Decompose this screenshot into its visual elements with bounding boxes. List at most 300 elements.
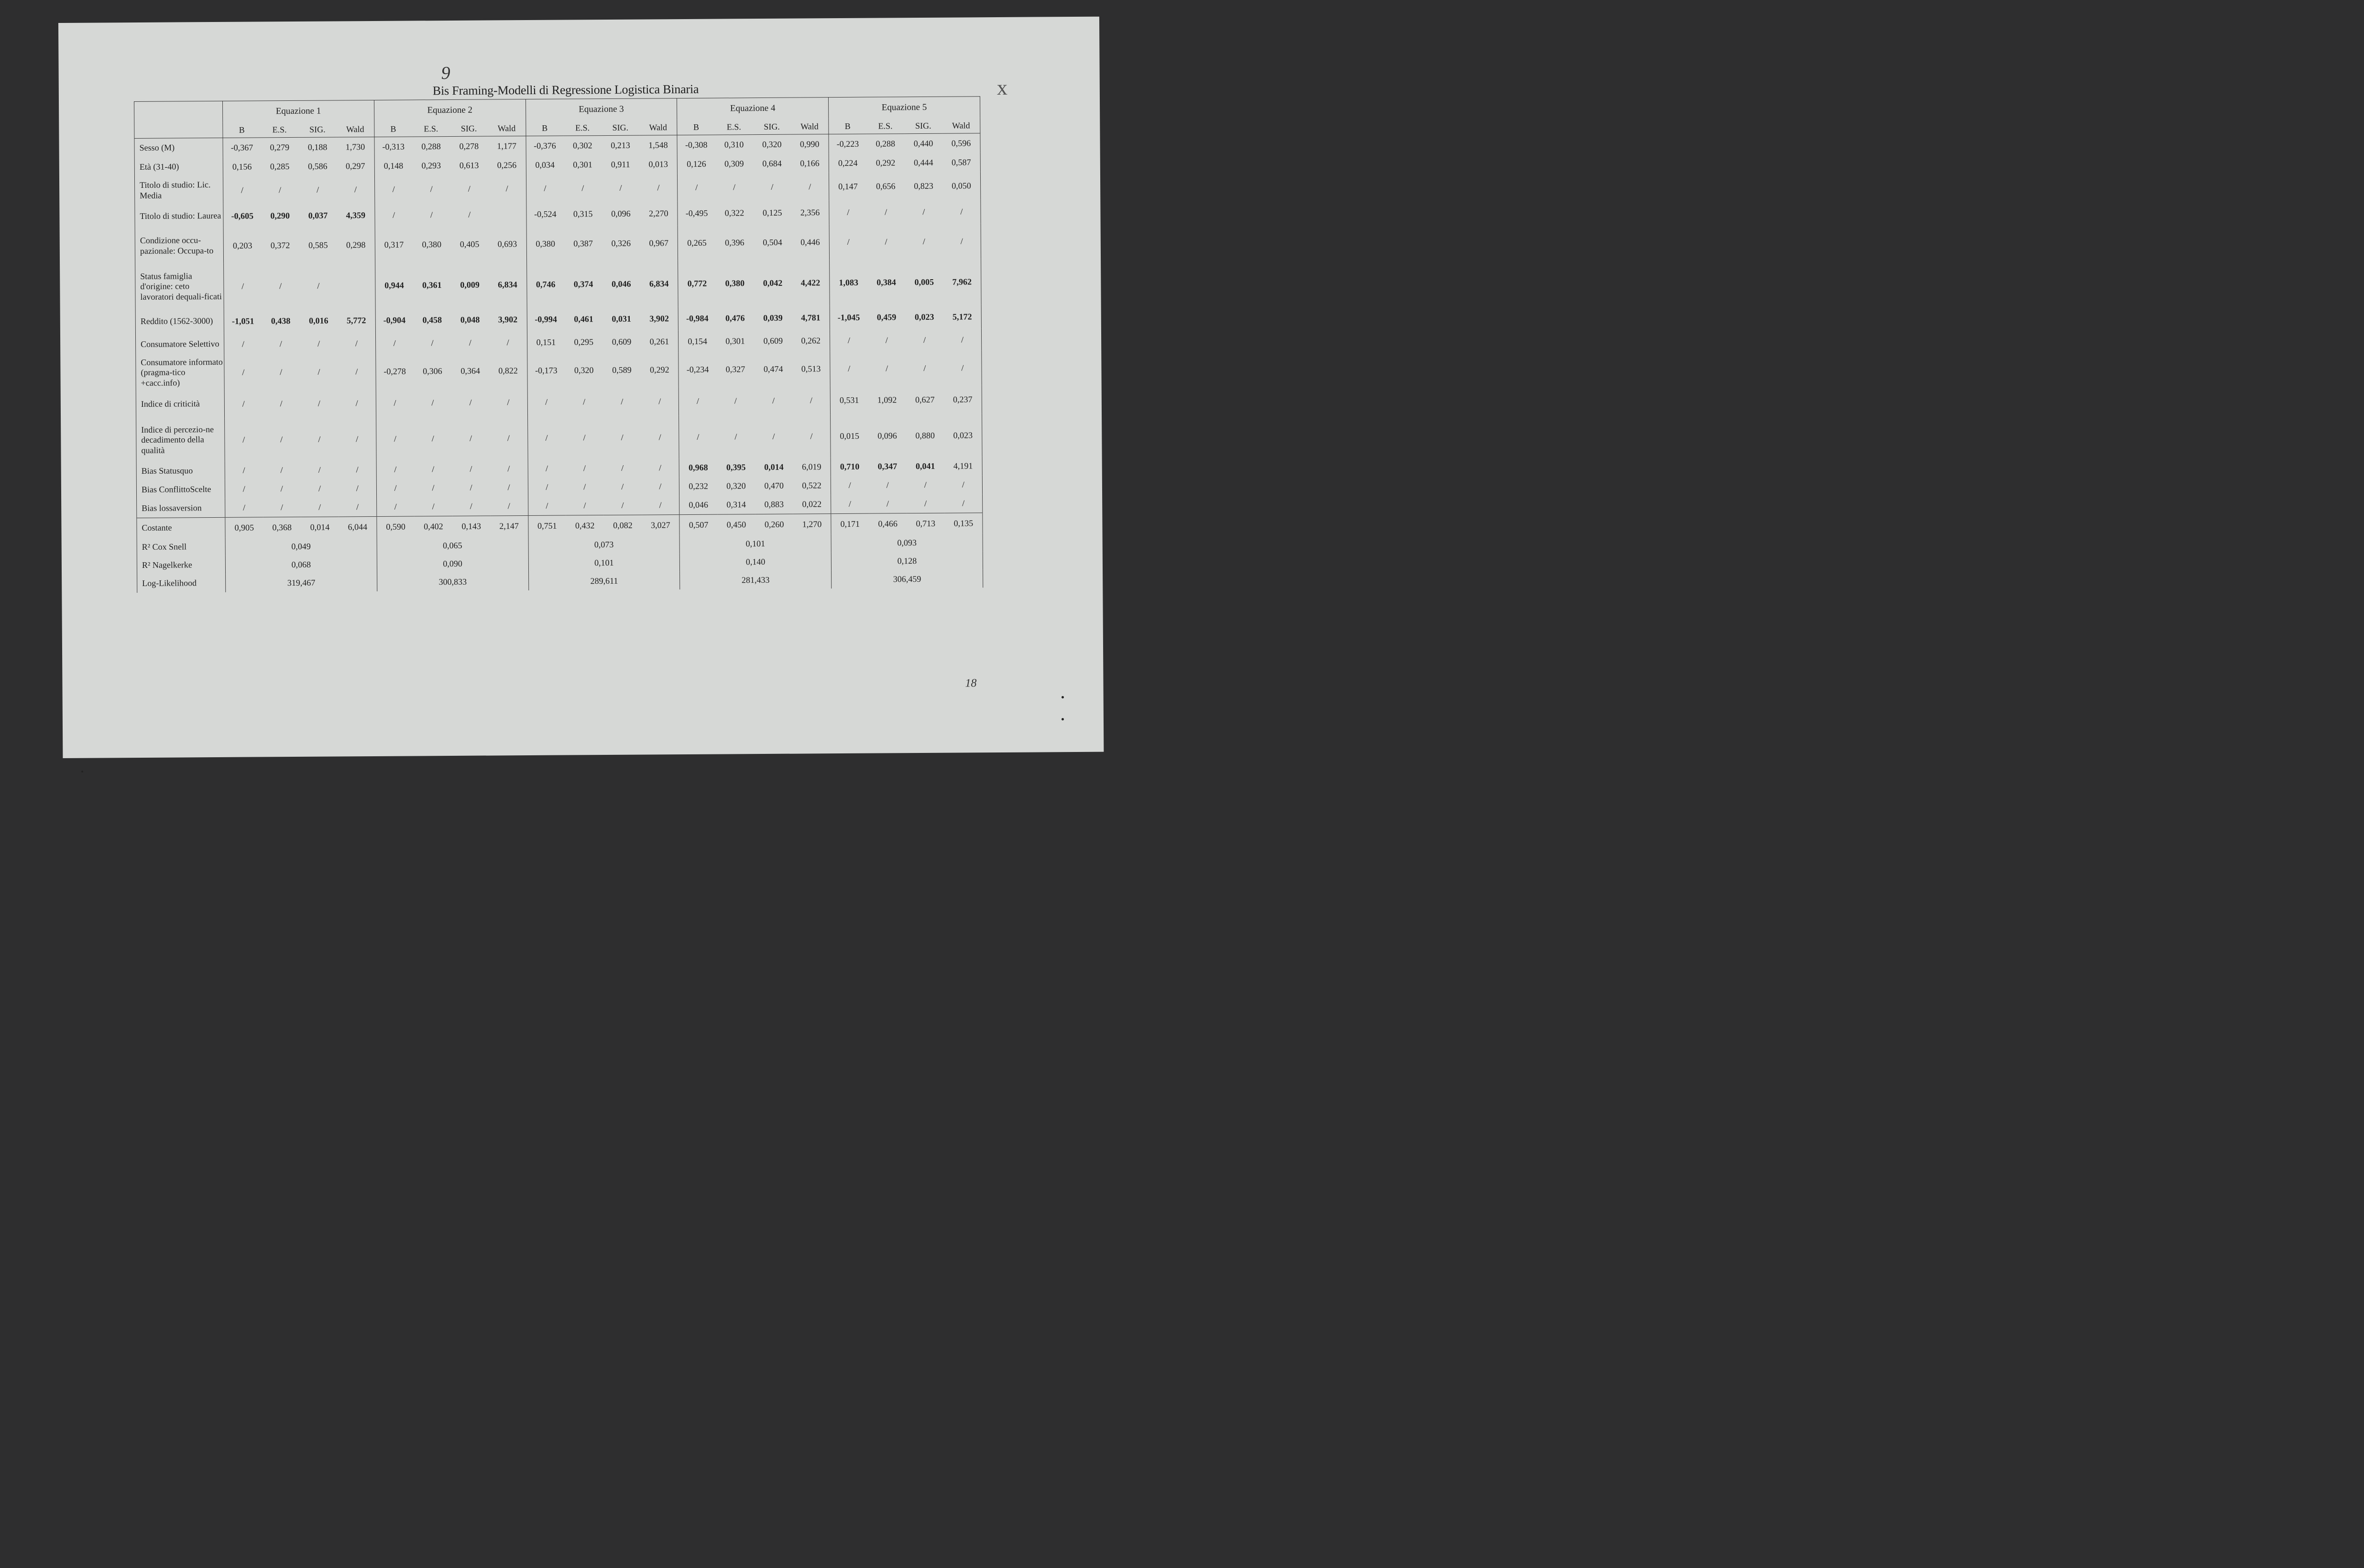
table-cell: / [470, 464, 472, 474]
table-cell: / [924, 479, 927, 490]
table-cell: / [886, 363, 888, 373]
table-cell: / [431, 397, 434, 407]
table-cell: / [318, 465, 321, 475]
table-cell: 0,224 [838, 158, 858, 168]
table-cell: 0,315 [573, 208, 593, 218]
fit-value: 0,073 [528, 535, 680, 554]
table-cell: / [885, 236, 887, 246]
speck [81, 771, 83, 773]
table-cell: 1,092 [877, 394, 897, 405]
handwritten-number: 9 [441, 63, 450, 84]
equation-header: Equazione 1 [223, 100, 374, 122]
table-cell: 0,823 [914, 181, 933, 191]
table-cell: 0,309 [724, 158, 744, 168]
table-cell: / [490, 497, 528, 516]
table-row [136, 414, 983, 462]
table-cell: / [241, 185, 244, 195]
table-cell: 0,590 [377, 516, 415, 537]
table-cell: / [621, 481, 624, 491]
table-cell: 0,710 [840, 461, 860, 472]
table-cell: 0,883 [764, 499, 784, 509]
table-cell: / [544, 183, 547, 193]
table-cell: / [621, 463, 624, 473]
table-cell: 0,380 [422, 239, 442, 249]
table-cell: -0,313 [382, 142, 405, 152]
empty-corner-cell [134, 101, 223, 123]
fit-value: 0,090 [377, 554, 528, 573]
table-cell: 1,548 [639, 135, 677, 155]
table-cell: 0,967 [640, 225, 678, 261]
table-cell: / [242, 367, 245, 377]
table-cell: 0,513 [792, 351, 831, 386]
table-cell: 1,083 [839, 277, 858, 287]
table-cell: / [621, 500, 624, 510]
table-cell: 0,387 [573, 238, 593, 248]
table-cell: 0,461 [574, 314, 593, 324]
table-cell: 0,380 [536, 239, 555, 249]
table-cell: / [338, 389, 376, 417]
table-cell: / [338, 354, 376, 389]
table-cell: 0,364 [460, 366, 480, 376]
table-cell: 0,298 [337, 227, 375, 262]
column-header: SIG. [753, 119, 790, 135]
table-cell: / [489, 331, 527, 353]
table-cell: / [337, 175, 375, 203]
table-cell: / [318, 483, 321, 493]
speck [1062, 718, 1064, 720]
table-cell: 0,395 [726, 462, 746, 472]
table-cell: 0,320 [574, 365, 594, 375]
table-cell: / [468, 184, 471, 194]
table-cell: / [432, 483, 435, 493]
table-cell: 0,613 [459, 160, 479, 170]
table-cell: / [545, 433, 548, 443]
table-cell: 0,302 [573, 140, 592, 150]
table-cell: 0,014 [764, 462, 784, 472]
table-cell: 6,834 [489, 261, 527, 307]
fit-value: 319,467 [226, 573, 377, 592]
table-cell: 4,359 [337, 203, 374, 227]
table-cell: 0,125 [762, 207, 782, 218]
row-label: R² Nagelkerke [137, 556, 225, 575]
table-cell: / [545, 397, 548, 407]
table-cell: 6,044 [339, 516, 376, 537]
table-cell: / [885, 207, 887, 217]
table-cell: 0,374 [573, 279, 593, 289]
table-cell: 0,405 [460, 239, 480, 249]
column-header: Wald [639, 120, 677, 135]
column-header: B [829, 119, 866, 134]
table-cell: 0,609 [612, 337, 632, 347]
column-header: Wald [791, 119, 829, 134]
table-cell: -0,278 [383, 366, 406, 376]
table-cell: 0,384 [876, 277, 896, 287]
table-cell: 0,232 [689, 481, 708, 491]
column-header: E.S. [412, 121, 450, 137]
table-cell: 0,459 [876, 312, 897, 322]
row-label: Titolo di studio: Lic. Media [134, 176, 223, 205]
table-cell: / [734, 431, 737, 441]
fit-value: 0,049 [225, 537, 377, 556]
table-cell: 0,301 [573, 159, 592, 169]
table-cell: / [317, 367, 320, 377]
table-cell: / [317, 338, 320, 348]
table-cell: 0,293 [421, 160, 441, 170]
table-cell: / [339, 479, 376, 498]
table-cell: 1,270 [793, 514, 831, 534]
page-title: Bis Framing-Modelli di Regressione Logistica Binaria [432, 82, 699, 98]
table-cell: -0,234 [686, 364, 709, 374]
table-cell: / [944, 494, 983, 513]
table-cell: / [430, 209, 433, 219]
table-cell: / [583, 482, 586, 492]
table-cell: 0,295 [574, 337, 594, 347]
fit-value: 0,140 [680, 552, 832, 571]
table-cell: / [546, 501, 548, 511]
row-label: Consumatore informato (pragma-tico +cacc.info) [136, 355, 224, 390]
table-cell: / [469, 338, 471, 348]
table-cell: -0,984 [686, 313, 709, 323]
table-cell: / [242, 465, 245, 475]
table-cell: / [792, 386, 831, 414]
table-cell: 0,474 [763, 364, 783, 374]
table-cell: 0,440 [913, 138, 933, 148]
table-cell: / [581, 183, 584, 193]
table-cell: 6,019 [793, 457, 831, 476]
table-cell: / [470, 501, 472, 511]
table-cell: / [792, 414, 831, 457]
table-cell: 0,042 [763, 278, 783, 288]
page-number: 18 [965, 677, 977, 690]
column-header: E.S. [715, 119, 753, 135]
row-label: Log-Likelihood [137, 574, 226, 593]
table-cell: 0,156 [232, 162, 252, 172]
table-cell: / [280, 367, 283, 377]
table-cell: 0,290 [270, 210, 290, 220]
table-cell: / [546, 482, 548, 492]
table-cell: -0,904 [383, 315, 406, 325]
table-cell: 0,751 [528, 515, 566, 536]
table-cell: -0,605 [231, 211, 254, 221]
table-cell: / [393, 338, 396, 348]
table-cell: 0,301 [725, 336, 745, 346]
table-cell: / [394, 501, 397, 512]
table-cell: / [944, 475, 983, 494]
table-cell: / [394, 398, 396, 408]
table-cell: 1,177 [488, 136, 525, 156]
table-cell: 0,262 [792, 329, 830, 351]
column-header: Wald [942, 118, 980, 133]
table-cell: 0,587 [942, 152, 981, 172]
table-cell: / [695, 182, 698, 192]
table-cell: 0,444 [913, 157, 933, 167]
table-cell: 7,962 [943, 259, 981, 305]
table-cell: 0,256 [488, 155, 526, 174]
table-cell: 0,031 [612, 314, 632, 324]
table-cell: / [924, 498, 927, 508]
table-cell: / [847, 335, 850, 345]
table-cell: 0,013 [639, 154, 677, 174]
table-cell: 0,292 [641, 352, 679, 387]
table-cell: 0,034 [535, 160, 555, 170]
table-cell: 0,713 [907, 513, 944, 534]
table-cell: / [317, 185, 319, 195]
table-cell: 0,470 [764, 480, 784, 490]
table-cell: 4,191 [944, 457, 983, 475]
column-header: SIG. [298, 121, 336, 137]
table-cell: / [697, 432, 700, 442]
row-label: Consumatore Selettivo [135, 333, 224, 356]
table-cell: / [848, 480, 851, 490]
fit-value: 0,068 [225, 555, 377, 574]
table-cell: 0,310 [724, 139, 744, 149]
table-cell: / [242, 502, 246, 512]
table-cell: / [432, 501, 435, 512]
table-cell: 0,188 [307, 142, 328, 152]
table-cell: 0,944 [384, 280, 404, 290]
fit-value: 289,611 [528, 571, 680, 590]
row-label: Costante [137, 517, 225, 538]
table-cell: 0,278 [459, 141, 479, 151]
table-cell: / [317, 398, 320, 408]
column-header: Wald [488, 120, 525, 136]
table-cell: / [848, 499, 852, 509]
table-cell: 0,466 [869, 513, 907, 534]
table-cell: 0,450 [717, 514, 755, 535]
table-cell: / [847, 237, 850, 247]
table-cell: 0,154 [688, 336, 707, 346]
table-cell: 0,326 [611, 238, 631, 248]
table-cell: 0,372 [270, 240, 290, 250]
table-cell: -0,495 [685, 208, 708, 218]
table-cell [337, 262, 375, 308]
table-cell: -1,045 [837, 312, 860, 322]
table-cell: 0,265 [687, 238, 707, 248]
table-cell: / [545, 463, 548, 473]
table-cell: 0,148 [383, 161, 404, 171]
table-cell: 0,432 [566, 515, 603, 536]
table-cell: / [280, 398, 283, 408]
table-cell: 0,317 [384, 240, 404, 250]
table-cell: 2,147 [490, 516, 528, 536]
table-cell: 0,589 [612, 365, 632, 375]
table-cell: 0,746 [536, 279, 556, 289]
table-cell: 0,693 [488, 226, 526, 261]
table-cell: / [490, 478, 528, 497]
row-label: Bias ConflittoScelte [136, 480, 225, 499]
table-cell: 0,213 [611, 140, 630, 150]
table-row [135, 223, 981, 264]
table-cell: / [621, 396, 624, 406]
column-header: B [374, 121, 412, 137]
table-cell: 0,446 [791, 224, 830, 260]
table-cell: / [640, 174, 678, 201]
table-cell: / [469, 397, 472, 407]
table-cell: / [943, 350, 982, 385]
row-label: R² Cox Snell [137, 538, 225, 556]
table-cell [488, 202, 526, 226]
table-cell: 0,656 [876, 181, 896, 191]
table-cell: 0,288 [876, 138, 896, 149]
table-cell: 0,327 [725, 364, 745, 374]
table-cell: / [772, 395, 775, 405]
column-header: B [223, 122, 261, 138]
table-cell: 3,027 [642, 515, 679, 535]
table-cell: / [469, 433, 472, 443]
table-cell: 0,627 [915, 394, 935, 404]
table-cell: 6,834 [640, 261, 679, 306]
table-cell: 0,458 [422, 315, 442, 325]
table-cell: 2,270 [640, 201, 678, 225]
table-cell: / [641, 387, 679, 415]
table-cell: 0,380 [725, 278, 745, 288]
fit-value: 0,065 [377, 536, 528, 555]
row-label: Sesso (M) [134, 138, 223, 158]
table-cell: 0,046 [612, 279, 631, 289]
table-cell: 0,347 [877, 461, 897, 471]
table-cell: / [394, 483, 397, 493]
table-cell: 0,237 [944, 385, 982, 414]
row-label: Titolo di studio: Laurea [135, 204, 223, 229]
table-cell: 0,772 [687, 278, 707, 288]
table-cell: / [489, 388, 527, 416]
table-cell: 0,014 [301, 517, 339, 537]
table-cell: 0,005 [914, 277, 934, 287]
table-cell: 3,902 [489, 307, 526, 331]
table-cell: / [241, 281, 244, 291]
table-cell: / [641, 458, 679, 477]
table-cell: / [280, 502, 284, 512]
table-cell: / [583, 432, 586, 442]
table-cell: 0,368 [263, 517, 301, 537]
fit-value: 306,459 [832, 569, 983, 588]
table-cell: / [583, 396, 586, 406]
table-cell: / [734, 395, 737, 405]
table-cell: / [885, 335, 888, 345]
row-label: Bias Statusquo [136, 461, 225, 480]
table-cell: / [942, 199, 981, 223]
table-cell: 0,166 [791, 153, 829, 173]
table-cell: / [317, 281, 320, 291]
table-cell: 0,041 [915, 461, 935, 471]
table-cell: 0,361 [422, 280, 442, 290]
table-cell: / [318, 434, 321, 444]
table-cell: 0,504 [763, 237, 782, 247]
table-cell: / [943, 328, 982, 350]
table-cell: / [394, 434, 396, 444]
table-cell: / [641, 477, 679, 496]
table-cell: 0,135 [944, 513, 983, 534]
column-header: B [677, 120, 715, 135]
table-cell: 3,902 [640, 306, 678, 330]
speck [1062, 696, 1064, 698]
table-cell: 0,586 [307, 161, 328, 171]
table-cell: 0,050 [942, 172, 981, 199]
equation-header: Equazione 4 [677, 98, 829, 120]
table-cell: 0,297 [337, 156, 374, 175]
row-label: Reddito (1562-3000) [135, 309, 224, 334]
table-cell: 0,261 [641, 330, 679, 352]
row-label: Età (31-40) [134, 157, 223, 177]
column-header: E.S. [866, 118, 904, 134]
table-cell: 2,356 [791, 200, 829, 224]
table-row [136, 350, 982, 390]
fit-value: 300,833 [377, 572, 528, 591]
table-cell: 0,320 [726, 481, 746, 491]
table-cell: / [583, 463, 586, 473]
column-header: Wald [336, 121, 374, 137]
table-cell: -0,173 [535, 365, 558, 375]
fit-value: 0,093 [831, 533, 983, 552]
table-cell: 0,402 [415, 516, 452, 536]
table-cell: 0,476 [725, 313, 745, 323]
table-cell: 0,990 [791, 134, 829, 154]
empty-corner-cell [134, 122, 223, 139]
table-cell: 0,822 [489, 353, 527, 388]
table-cell: / [278, 185, 281, 195]
table-cell: / [470, 482, 472, 492]
table-cell: / [431, 433, 434, 443]
table-cell: / [338, 417, 376, 460]
table-cell: / [432, 464, 435, 474]
table-cell: / [771, 182, 774, 192]
column-header: SIG. [450, 121, 488, 137]
table-cell: 0,023 [914, 312, 934, 322]
table-cell: -1,051 [231, 316, 254, 326]
table-cell: 0,531 [839, 395, 859, 405]
table-cell: / [923, 363, 926, 373]
table-cell: 0,507 [679, 514, 717, 535]
table-row [135, 259, 982, 310]
regression-table [134, 96, 983, 593]
table-cell: / [621, 432, 624, 442]
table-cell: 0,292 [876, 157, 896, 168]
fit-value: 0,128 [831, 551, 983, 570]
table-cell: / [847, 207, 850, 217]
table-cell: 0,905 [225, 517, 263, 538]
table-cell: / [848, 363, 851, 373]
table-cell: 0,147 [838, 181, 858, 191]
table-cell: 0,037 [308, 210, 328, 220]
column-header: B [525, 120, 563, 136]
table-cell: / [619, 183, 622, 193]
equation-header: Equazione 2 [374, 99, 525, 121]
fit-value: 281,433 [680, 570, 832, 589]
table-cell: / [641, 415, 679, 458]
table-cell: 0,022 [793, 495, 831, 514]
table-cell: / [772, 431, 775, 441]
fit-value: 0,101 [528, 553, 680, 572]
table-cell: 0,143 [452, 516, 490, 536]
table-cell: / [280, 434, 283, 444]
table-cell: 0,260 [755, 514, 793, 534]
row-label: Bias lossaversion [137, 499, 225, 518]
table-cell: 0,684 [762, 158, 782, 168]
table-cell: / [733, 182, 736, 192]
table-cell: 0,016 [308, 316, 328, 326]
table-cell: / [490, 416, 528, 459]
table-cell: / [696, 396, 700, 406]
table-cell: / [922, 207, 925, 217]
row-label: Indice di criticità [136, 390, 224, 419]
table-cell: -0,994 [535, 314, 557, 324]
table-cell: / [943, 223, 981, 259]
table-cell: 5,772 [338, 308, 375, 332]
table-cell: 0,609 [763, 336, 783, 346]
table-cell: 0,880 [915, 430, 935, 440]
table-row [134, 172, 980, 205]
table-cell: 0,009 [460, 280, 480, 290]
